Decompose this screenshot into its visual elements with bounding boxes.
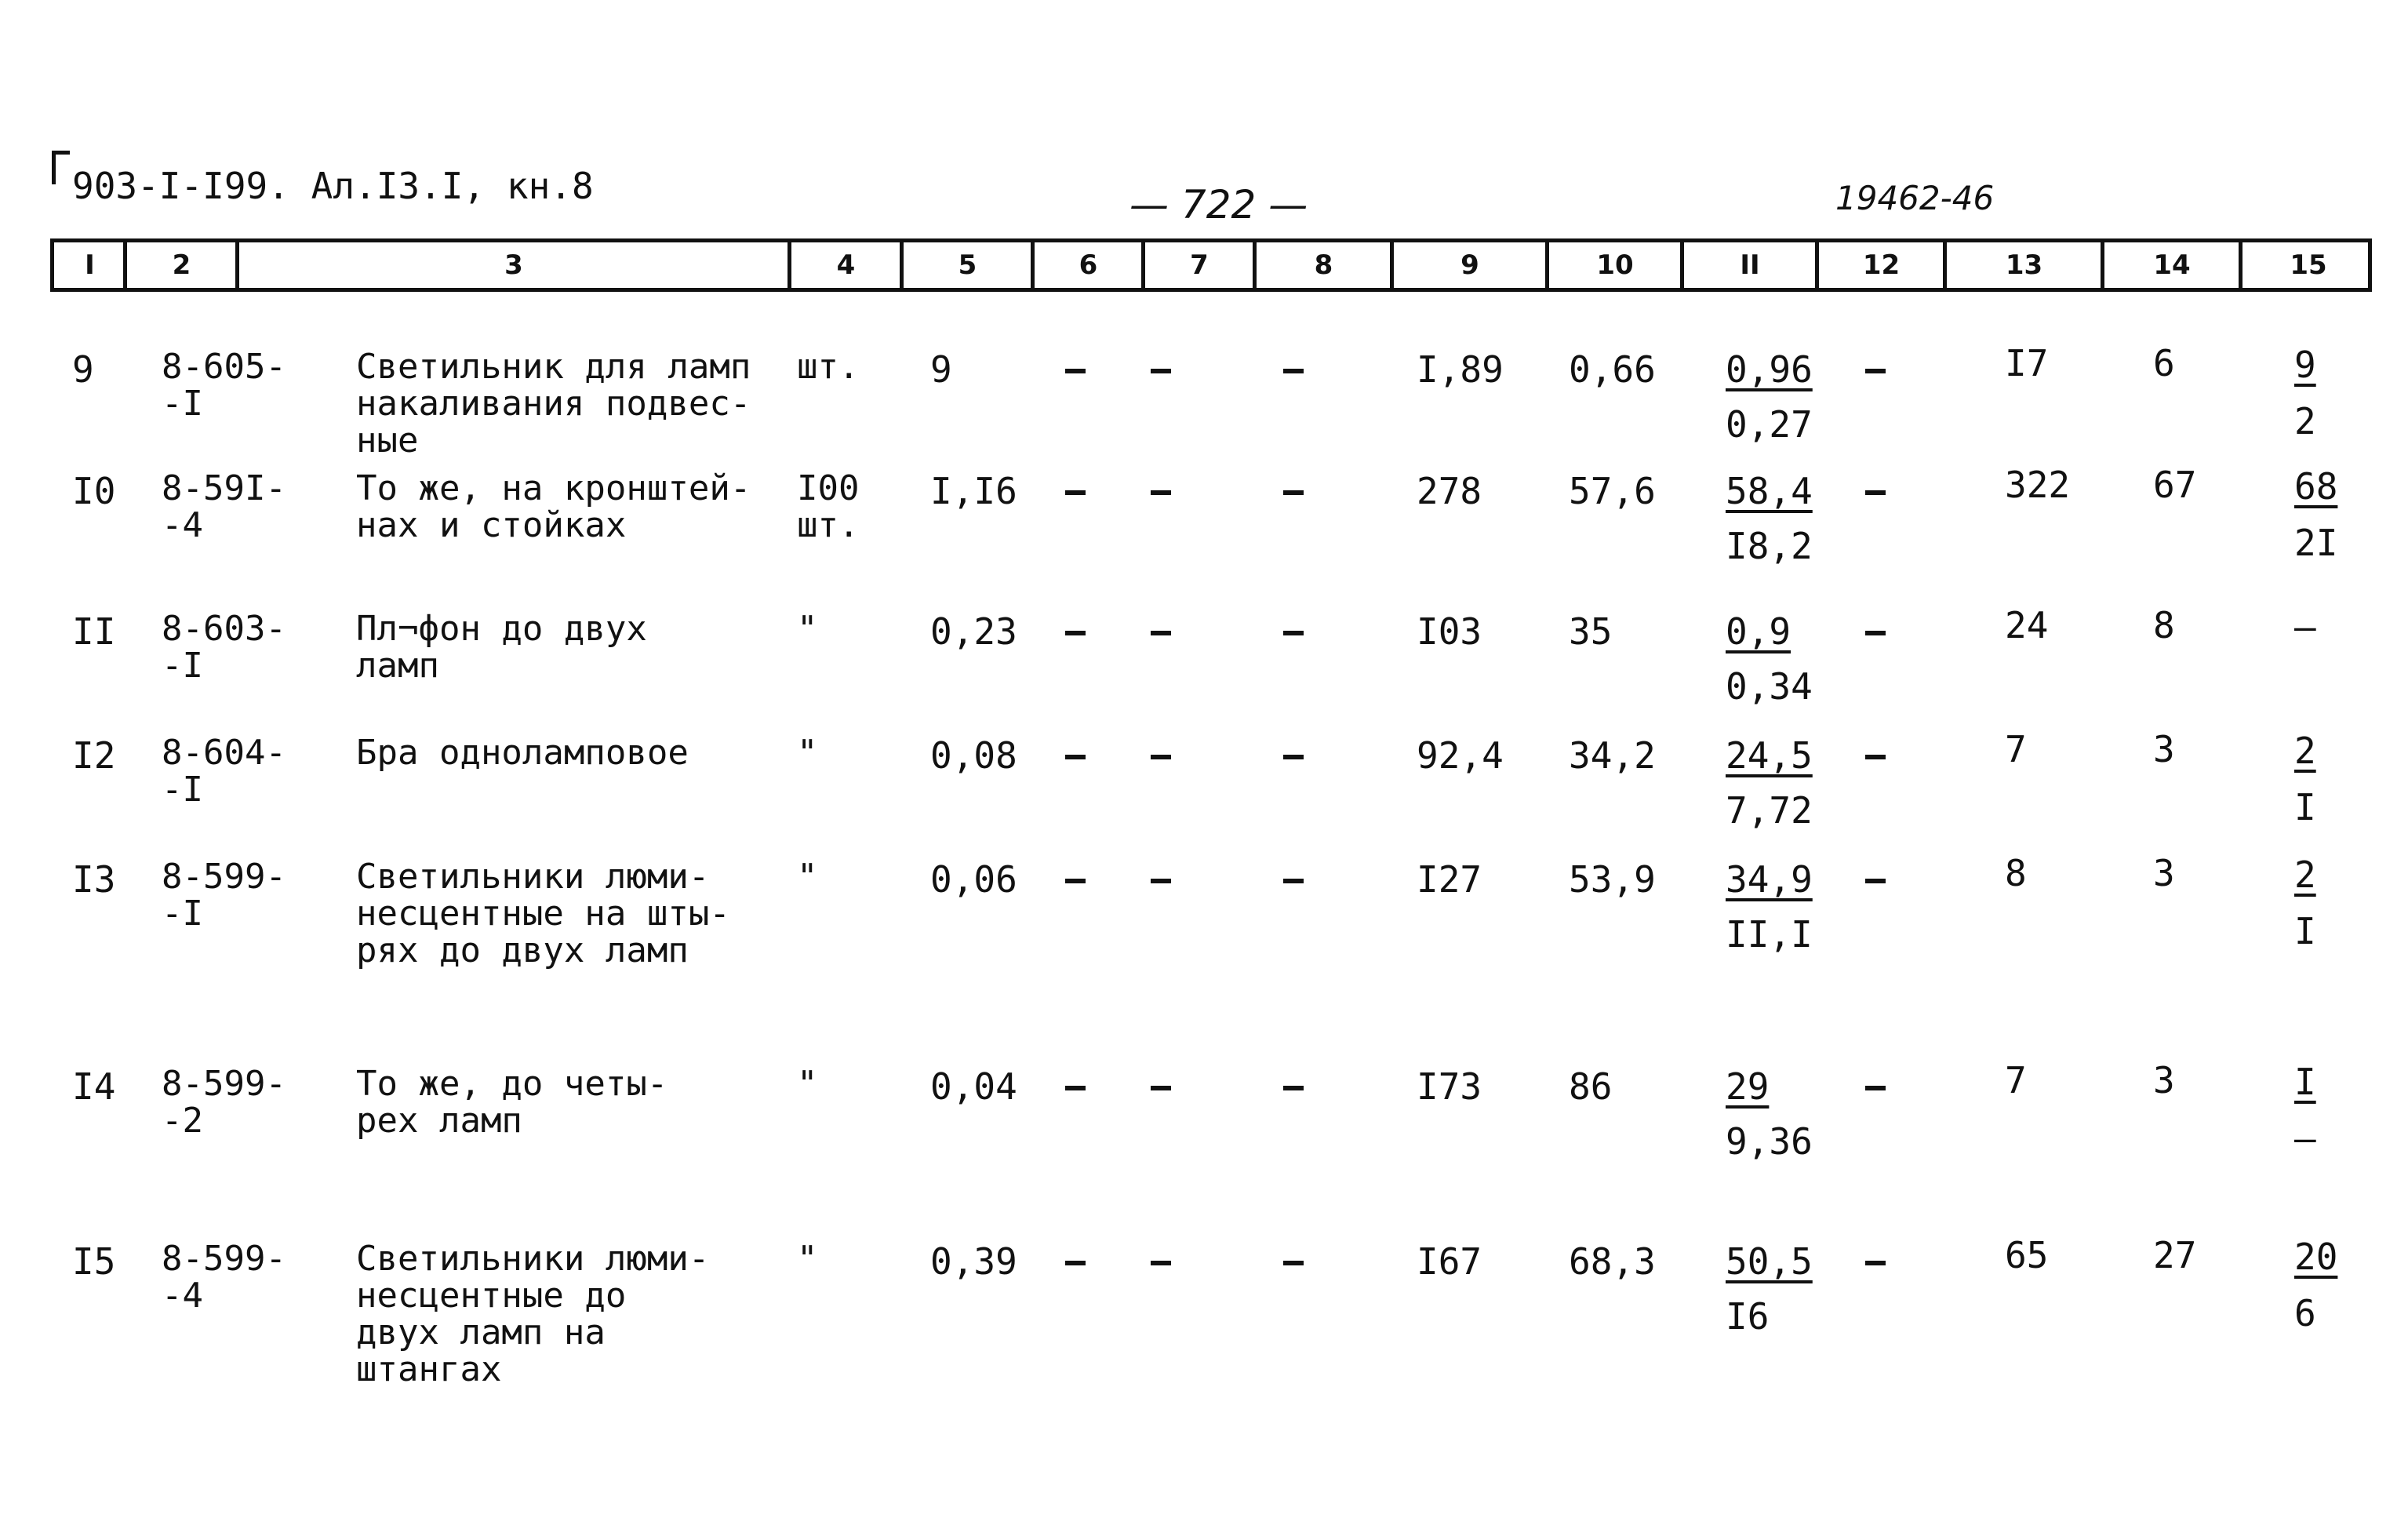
col-14-value: 6 [2153, 342, 2175, 384]
empty-col-6 [1065, 631, 1086, 635]
column-divider [900, 242, 904, 288]
col-11-bottom-value: 7,72 [1726, 789, 1813, 832]
col-9-value: I03 [1417, 610, 1482, 653]
column-number-15: 15 [2290, 249, 2327, 281]
quantity-value: 0,06 [930, 858, 1017, 901]
col-11-bottom-value: II,I [1726, 913, 1813, 956]
col-9-value: I73 [1417, 1065, 1482, 1108]
col-11-top-value: 0,9 [1726, 610, 1791, 653]
col-12-dash [1865, 1261, 1886, 1265]
empty-col-8 [1283, 1261, 1304, 1265]
item-name: Бра одноламповое [356, 733, 689, 773]
column-divider [235, 242, 239, 288]
column-number-10: 10 [1596, 249, 1634, 281]
col-14-value: 8 [2153, 604, 2175, 646]
column-number-1: I [85, 249, 95, 281]
col-15-top-value: 9 [2294, 344, 2316, 386]
row-number: I5 [72, 1240, 116, 1283]
empty-col-7 [1151, 631, 1171, 635]
column-divider [1253, 242, 1257, 288]
col-10-value: 53,9 [1569, 858, 1656, 901]
col-11-bottom-value: 0,27 [1726, 403, 1813, 446]
row-number: I2 [72, 734, 116, 777]
col-12-dash [1865, 755, 1886, 759]
row-number: I4 [72, 1065, 116, 1108]
col-9-value: 278 [1417, 470, 1482, 512]
page-number: — 722 — [1129, 182, 1308, 228]
column-number-2: 2 [172, 249, 191, 281]
col-15-top-value: 20 [2294, 1236, 2338, 1278]
empty-col-6 [1065, 755, 1086, 759]
col-10-value: 68,3 [1569, 1240, 1656, 1283]
quantity-value: 9 [930, 348, 952, 391]
empty-col-6 [1065, 879, 1086, 883]
col-12-dash [1865, 490, 1886, 495]
quantity-value: 0,08 [930, 734, 1017, 777]
col-11-top-value: 29 [1726, 1065, 1770, 1108]
row-number: II [72, 610, 116, 653]
col-15-bottom-value: 2 [2294, 400, 2316, 442]
empty-col-6 [1065, 490, 1086, 495]
position-code: 8-603- -I [162, 609, 286, 686]
col-14-value: 3 [2153, 852, 2175, 894]
col-15-bottom-value: 2I [2294, 522, 2338, 564]
column-number-header [50, 238, 2372, 292]
col-13-value: I7 [2005, 342, 2049, 384]
col-13-value: 24 [2005, 604, 2049, 646]
col-12-dash [1865, 369, 1886, 373]
col-15-bottom-value: I [2294, 786, 2316, 828]
unit-of-measure: " [797, 857, 818, 897]
col-13-value: 7 [2005, 728, 2027, 770]
unit-of-measure: I00 шт. [797, 468, 860, 545]
column-divider [788, 242, 791, 288]
position-code: 8-605- -I [162, 347, 286, 424]
empty-col-7 [1151, 490, 1171, 495]
column-number-11: II [1740, 249, 1760, 281]
col-14-value: 3 [2153, 728, 2175, 770]
col-9-value: I67 [1417, 1240, 1482, 1283]
position-code: 8-599- -I [162, 857, 286, 934]
position-code: 8-604- -I [162, 733, 286, 810]
column-number-6: 6 [1079, 249, 1098, 281]
quantity-value: 0,39 [930, 1240, 1017, 1283]
quantity-value: 0,04 [930, 1065, 1017, 1108]
column-divider [123, 242, 127, 288]
column-divider [2239, 242, 2242, 288]
col-9-value: I,89 [1417, 348, 1504, 391]
col-10-value: 35 [1569, 610, 1613, 653]
column-divider [1815, 242, 1819, 288]
column-divider [1680, 242, 1684, 288]
empty-col-7 [1151, 1086, 1171, 1090]
empty-col-8 [1283, 490, 1304, 495]
position-code: 8-59I- -4 [162, 468, 286, 545]
col-13-value: 8 [2005, 852, 2027, 894]
col-9-value: 92,4 [1417, 734, 1504, 777]
col-13-value: 65 [2005, 1234, 2049, 1276]
column-divider [1545, 242, 1549, 288]
row-number: 9 [72, 348, 94, 391]
empty-col-8 [1283, 631, 1304, 635]
col-10-value: 34,2 [1569, 734, 1656, 777]
unit-of-measure: " [797, 609, 818, 649]
col-15-bottom-value: – [2294, 1117, 2316, 1159]
position-code: 8-599- -2 [162, 1064, 286, 1141]
col-11-top-value: 58,4 [1726, 470, 1813, 512]
item-name: Светильники люми- несцентные до двух ламп на штангах [356, 1239, 710, 1389]
col-10-value: 86 [1569, 1065, 1613, 1108]
inventory-number: 19462-46 [1835, 179, 1995, 217]
col-13-value: 322 [2005, 464, 2071, 506]
empty-col-8 [1283, 755, 1304, 759]
item-name: То же, до четы- рех ламп [356, 1064, 668, 1141]
item-name: Светильник для ламп накаливания подвес- ные [356, 347, 751, 461]
col-13-value: 7 [2005, 1059, 2027, 1101]
col-11-top-value: 24,5 [1726, 734, 1813, 777]
column-divider [1141, 242, 1145, 288]
empty-col-8 [1283, 1086, 1304, 1090]
empty-col-8 [1283, 369, 1304, 373]
document-reference: 903-I-I99. Ал.I3.I, кн.8 [72, 165, 594, 207]
column-number-3: 3 [504, 249, 523, 281]
row-number: I3 [72, 858, 116, 901]
col-14-value: 67 [2153, 464, 2197, 506]
col-11-bottom-value: I8,2 [1726, 525, 1813, 567]
col-15-top-value: I [2294, 1061, 2316, 1103]
column-number-14: 14 [2153, 249, 2191, 281]
corner-mark [52, 151, 70, 184]
column-divider [1390, 242, 1394, 288]
column-number-12: 12 [1862, 249, 1901, 281]
empty-col-7 [1151, 1261, 1171, 1265]
column-number-9: 9 [1460, 249, 1479, 281]
col-15-top-value: 2 [2294, 730, 2316, 772]
col-10-value: 57,6 [1569, 470, 1656, 512]
column-divider [1031, 242, 1035, 288]
empty-col-7 [1151, 879, 1171, 883]
quantity-value: 0,23 [930, 610, 1017, 653]
empty-col-8 [1283, 879, 1304, 883]
item-name: Пл¬фон до двух ламп [356, 609, 647, 686]
unit-of-measure: " [797, 1239, 818, 1279]
col-15-top-value: 2 [2294, 854, 2316, 896]
row-number: I0 [72, 470, 116, 512]
col-14-value: 3 [2153, 1059, 2175, 1101]
column-divider [1943, 242, 1947, 288]
col-12-dash [1865, 879, 1886, 883]
empty-col-7 [1151, 369, 1171, 373]
col-9-value: I27 [1417, 858, 1482, 901]
unit-of-measure: шт. [797, 347, 860, 387]
col-10-value: 0,66 [1569, 348, 1656, 391]
column-number-5: 5 [958, 249, 977, 281]
position-code: 8-599- -4 [162, 1239, 286, 1316]
empty-col-6 [1065, 369, 1086, 373]
item-name: Светильники люми- несцентные на шты- рях до двух ламп [356, 857, 730, 970]
empty-col-7 [1151, 755, 1171, 759]
col-11-top-value: 0,96 [1726, 348, 1813, 391]
column-divider [2101, 242, 2104, 288]
col-14-value: 27 [2153, 1234, 2197, 1276]
col-15-top-value: 68 [2294, 465, 2338, 508]
col-12-dash [1865, 1086, 1886, 1090]
col-11-top-value: 34,9 [1726, 858, 1813, 901]
col-11-bottom-value: I6 [1726, 1295, 1770, 1338]
empty-col-6 [1065, 1086, 1086, 1090]
col-12-dash [1865, 631, 1886, 635]
col-15-top-value: – [2294, 606, 2316, 648]
empty-col-6 [1065, 1261, 1086, 1265]
column-number-7: 7 [1190, 249, 1209, 281]
quantity-value: I,I6 [930, 470, 1017, 512]
unit-of-measure: " [797, 733, 818, 773]
col-11-top-value: 50,5 [1726, 1240, 1813, 1283]
column-number-4: 4 [836, 249, 856, 281]
column-number-8: 8 [1314, 249, 1333, 281]
item-name: То же, на кронштей- нах и стойках [356, 468, 751, 545]
col-11-bottom-value: 9,36 [1726, 1120, 1813, 1163]
col-15-bottom-value: I [2294, 910, 2316, 952]
col-15-bottom-value: 6 [2294, 1292, 2316, 1334]
col-11-bottom-value: 0,34 [1726, 665, 1813, 708]
unit-of-measure: " [797, 1064, 818, 1104]
column-number-13: 13 [2005, 249, 2043, 281]
